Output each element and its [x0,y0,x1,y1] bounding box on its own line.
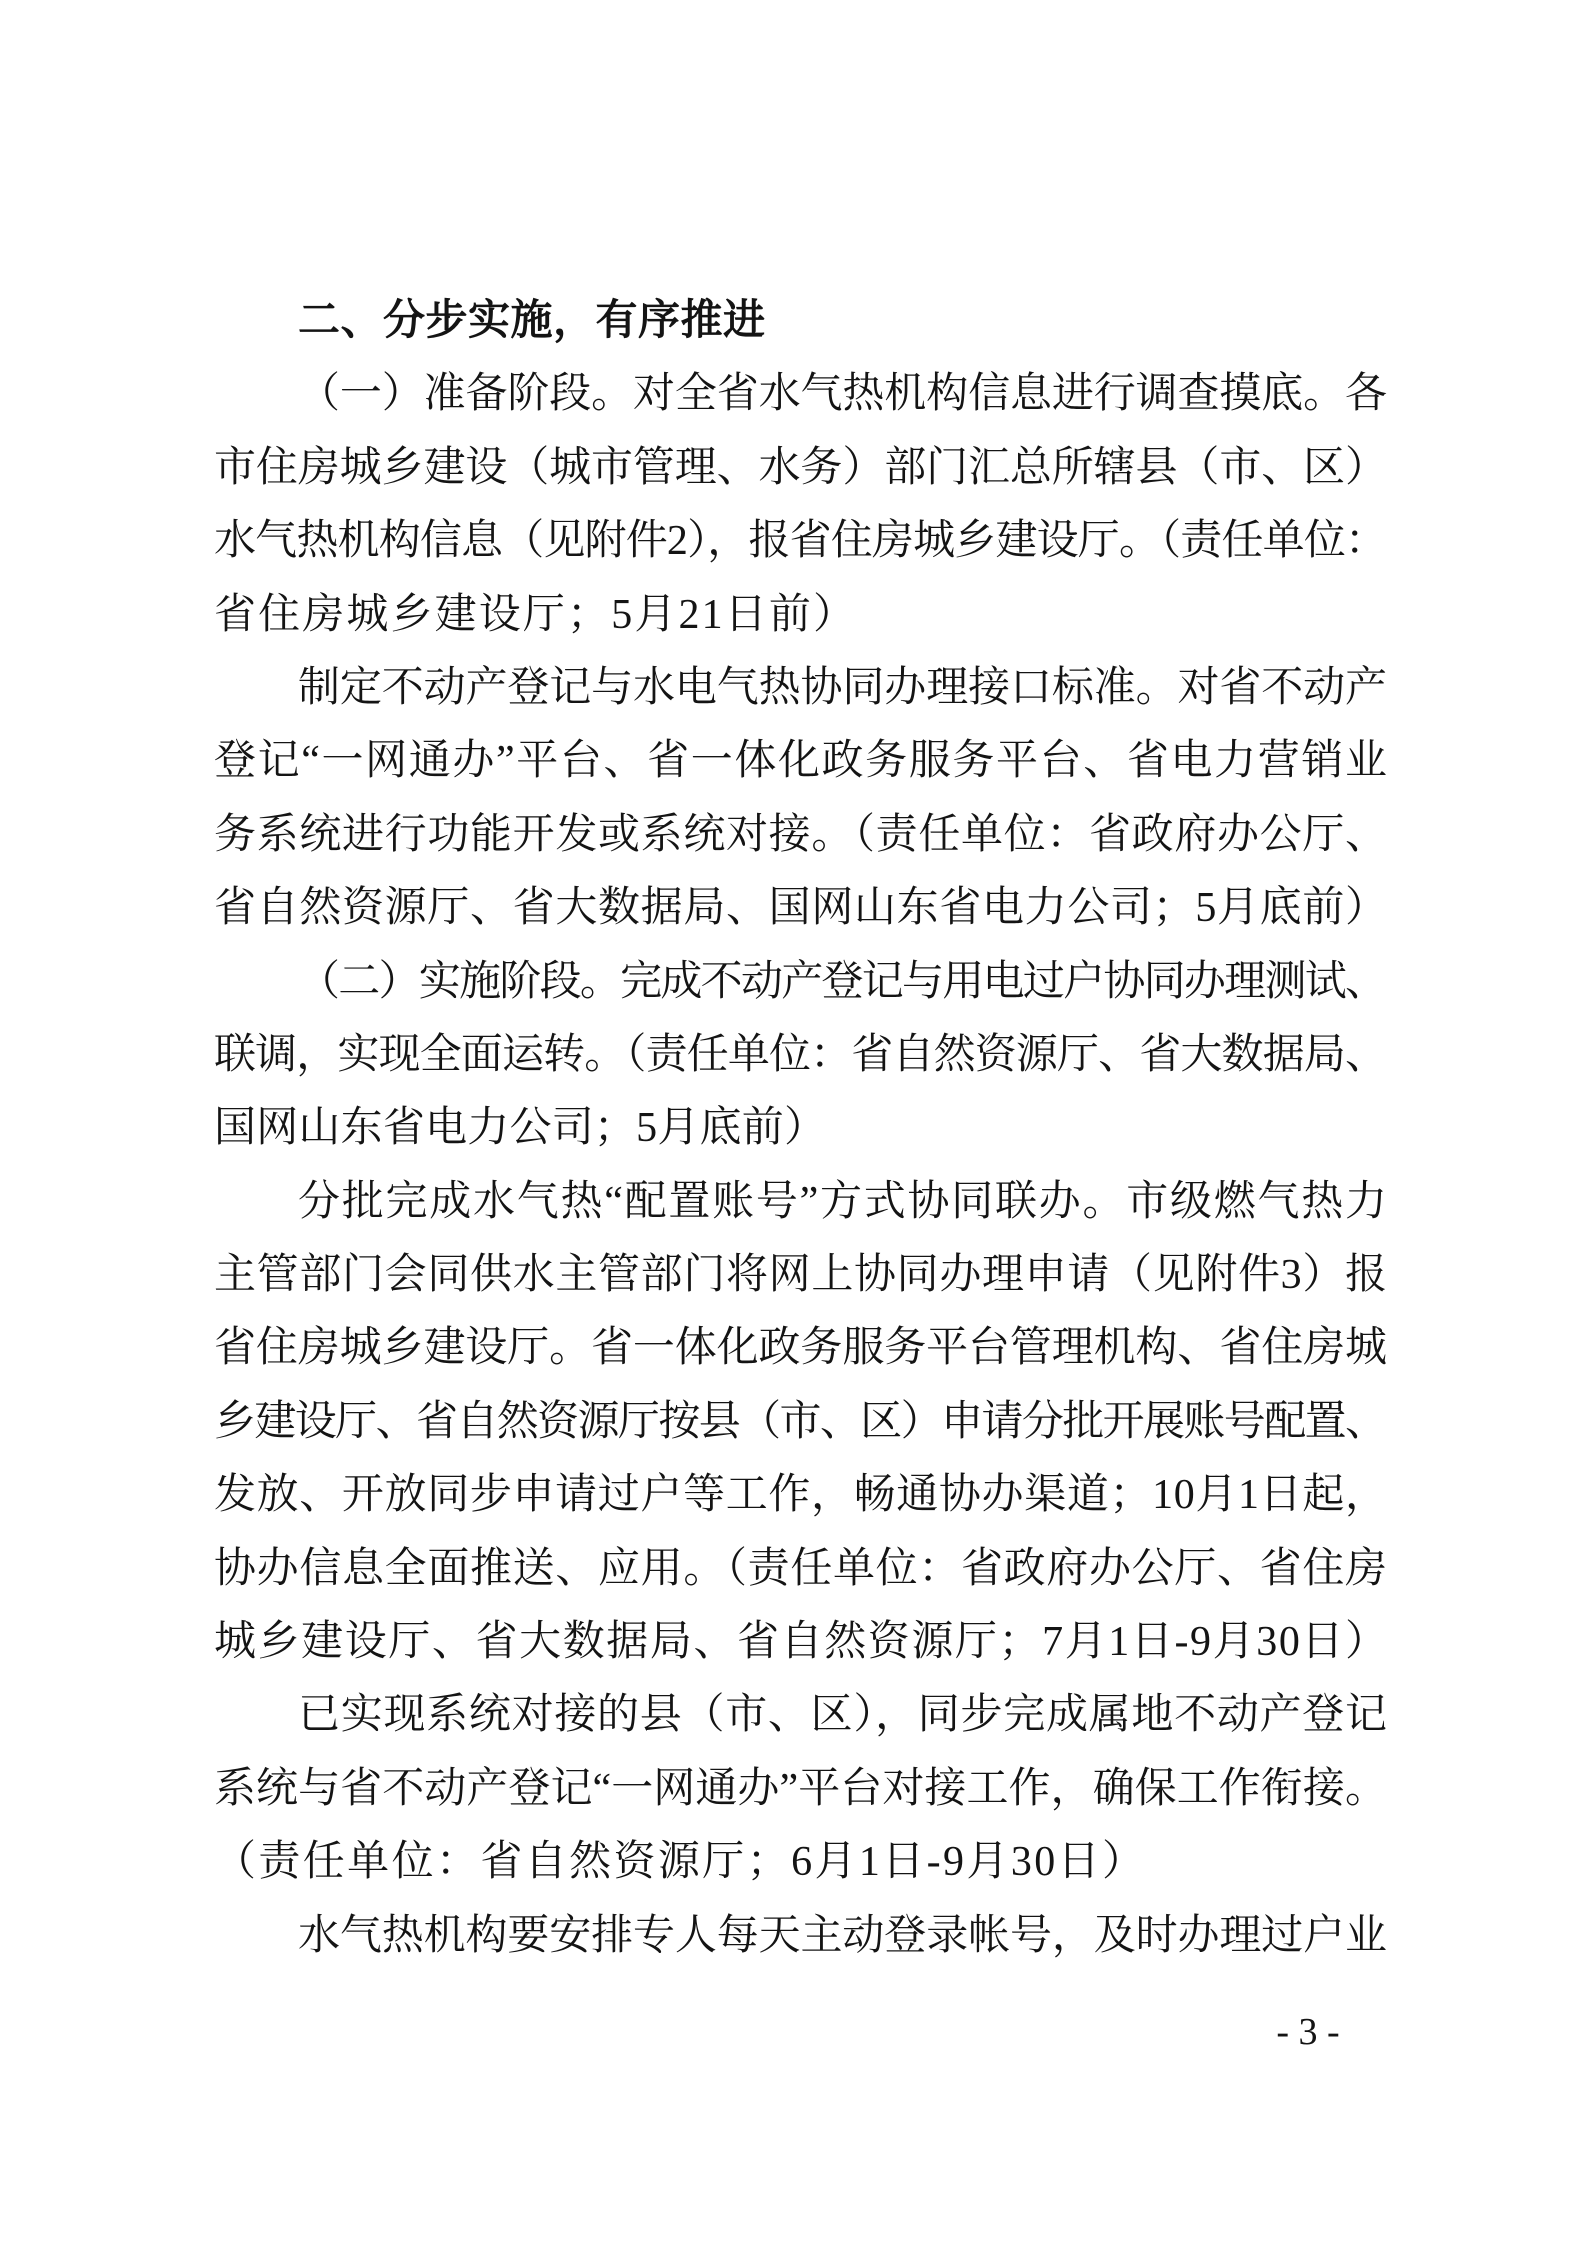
paragraph-preparation-stage [214,358,1387,652]
paragraph-line: 协办信息全面推送、应用。（责任单位：省政府办公厅、省住房 [214,1545,1388,1592]
paragraph-line: （责任单位：省自然资源厅；6月1日-9月30日） [214,1839,1147,1886]
section-heading-text: 二、分步实施，有序推进 [298,298,766,344]
section-heading [214,285,1387,358]
paragraph-line: 省住房城乡建设厅；5月21日前） [214,591,858,638]
document-body [214,285,1387,1973]
text-line [214,725,1387,798]
text-line [214,1166,1387,1239]
paragraph-line: 联调，实现全面运转。（责任单位：省自然资源厅、省大数据局、 [214,1031,1387,1078]
text-line [214,1606,1387,1679]
paragraph-line: 分批完成水气热“配置账号”方式协同联办。市级燃气热力 [298,1178,1389,1225]
paragraph-interface-standard [214,652,1387,946]
text-line [214,1753,1387,1826]
text-line [214,1459,1387,1532]
text-line [214,432,1387,505]
paragraph-staff-assignment [214,1900,1387,1973]
paragraph-line: 水气热机构信息（见附件2），报省住房城乡建设厅。（责任单位： [214,518,1387,565]
text-line [214,505,1387,578]
text-line [214,1386,1387,1459]
paragraph-system-integration [214,1679,1387,1899]
text-line [214,1092,1387,1165]
paragraph-line: 省自然资源厅、省大数据局、国网山东省电力公司；5月底前） [214,885,1388,932]
text-line [214,358,1387,431]
paragraph-line: 发放、开放同步申请过户等工作，畅通协办渠道；10月1日起， [214,1472,1388,1519]
paragraph-line: 乡建设厅、省自然资源厅按县（市、区）申请分批开展账号配置、 [214,1398,1386,1445]
text-line [214,1239,1387,1312]
text-line [214,872,1387,945]
paragraph-line: 城乡建设厅、省大数据局、省自然资源厅；7月1日-9月30日） [214,1619,1389,1666]
text-line [214,652,1387,725]
text-line [214,579,1387,652]
paragraph-account-configuration [214,1166,1387,1680]
paragraph-line: 市住房城乡建设（城市管理、水务）部门汇总所辖县（市、区） [214,444,1387,491]
paragraph-line: 国网山东省电力公司；5月底前） [214,1105,827,1152]
paragraph-line: 水气热机构要安排专人每天主动登录帐号，及时办理过户业 [298,1912,1387,1959]
paragraph-line: 已实现系统对接的县（市、区），同步完成属地不动产登记 [298,1692,1388,1739]
text-line [214,1312,1387,1385]
text-line [214,1679,1387,1752]
paragraph-line: 登记“一网通办”平台、省一体化政务服务平台、省电力营销业 [214,738,1389,785]
text-line [214,946,1387,1019]
paragraph-line: 务系统进行功能开发或系统对接。（责任单位：省政府办公厅、 [214,811,1388,858]
text-line [214,799,1387,872]
paragraph-line: 主管部门会同供水主管部门将网上协同办理申请（见附件3）报 [214,1252,1388,1299]
paragraph-line: 省住房城乡建设厅。省一体化政务服务平台管理机构、省住房城 [214,1325,1387,1372]
page-number: - 3 - [1276,2011,1340,2053]
paragraph-implementation-stage [214,946,1387,1166]
paragraph-line: （二）实施阶段。完成不动产登记与用电过户协同办理测试、 [298,958,1386,1005]
paragraph-line: （一）准备阶段。对全省水气热机构信息进行调查摸底。各 [298,371,1387,418]
paragraph-line: 系统与省不动产登记“一网通办”平台对接工作，确保工作衔接。 [214,1765,1388,1812]
text-line [214,1826,1387,1899]
paragraph-line: 制定不动产登记与水电气热协同办理接口标准。对省不动产 [298,664,1387,711]
text-line [214,1900,1387,1973]
text-line [214,1533,1387,1606]
text-line [214,1019,1387,1092]
